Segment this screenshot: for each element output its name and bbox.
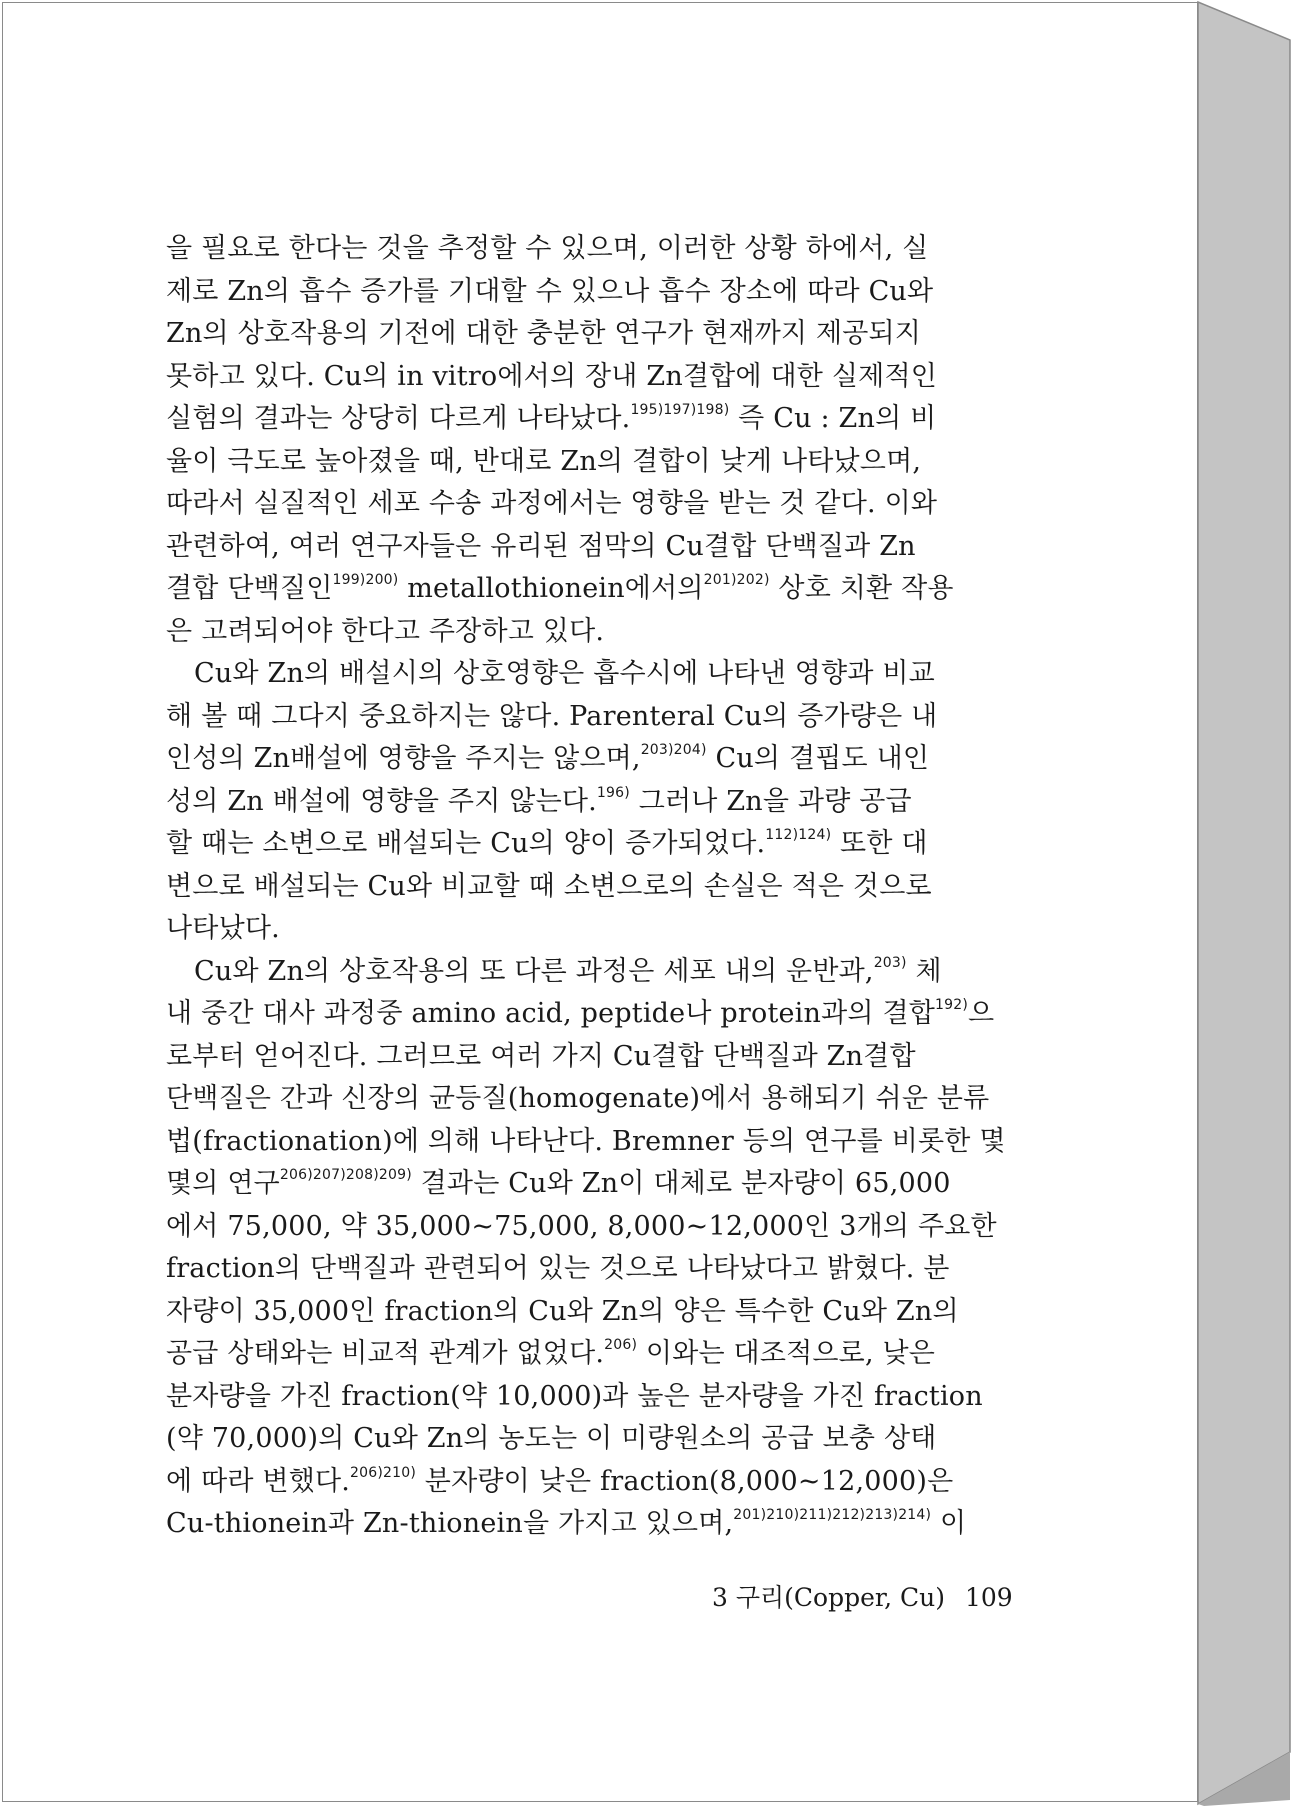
line-text-continued: 분자량이 낮은 fraction(8,000~12,000)은 xyxy=(416,1465,954,1497)
text-line xyxy=(166,823,1038,866)
text-line xyxy=(166,1248,1038,1291)
line-text: 변으로 배설되는 Cu와 비교할 때 소변으로의 손실은 적은 것으로 xyxy=(166,870,932,902)
line-text: 성의 Zn 배설에 영향을 주지 않는다. xyxy=(166,785,597,817)
line-text-continued: 으 xyxy=(968,998,995,1029)
text-line xyxy=(166,356,1038,399)
citation-superscript: 206) xyxy=(604,1337,638,1353)
citation-superscript: 112)124) xyxy=(765,827,832,843)
text-line xyxy=(166,738,1038,781)
line-text: Zn의 상호작용의 기전에 대한 충분한 연구가 현재까지 제공되지 xyxy=(166,318,922,349)
citation-superscript: 199)200) xyxy=(332,572,399,588)
citation-superscript: 192) xyxy=(935,997,969,1013)
line-text: 결합 단백질인 xyxy=(166,573,333,604)
citation-superscript: 206)210) xyxy=(350,1464,417,1481)
line-text: 공급 상태와는 비교적 관계가 없었다. xyxy=(166,1338,605,1369)
line-text: 에서 75,000, 약 35,000~75,000, 8,000~12,000인 3개의 주요한 xyxy=(166,1210,997,1242)
citation-superscript: 201)202) xyxy=(703,572,770,588)
text-line xyxy=(166,1418,1038,1461)
citation-superscript: 203)204) xyxy=(640,742,707,758)
line-text: fraction의 단백질과 관련되어 있는 것으로 나타났다고 밝혔다. 분 xyxy=(166,1253,950,1284)
line-text: 로부터 얻어진다. 그러므로 여러 가지 Cu결합 단백질과 Zn결합 xyxy=(166,1040,916,1072)
line-text-continued: Cu의 결핍도 내인 xyxy=(706,743,930,774)
text-line xyxy=(166,781,1038,824)
line-text-continued: 결과는 Cu와 Zn이 대체로 분자량이 65,000 xyxy=(411,1168,951,1199)
citation-superscript: 203) xyxy=(873,954,907,971)
line-text-continued: 또한 대 xyxy=(831,828,928,859)
line-text: 관련하여, 여러 연구자들은 유리된 점막의 Cu결합 단백질과 Zn xyxy=(166,530,916,562)
text-line xyxy=(166,1503,1038,1546)
line-text: 에 따라 변했다. xyxy=(166,1465,351,1497)
line-text: 을 필요로 한다는 것을 추정할 수 있으며, 이러한 상황 하에서, 실 xyxy=(166,233,929,264)
line-text-continued: 그러나 Zn을 과량 공급 xyxy=(629,785,912,817)
line-text: Cu와 Zn의 상호작용의 또 다른 과정은 세포 내의 운반과, xyxy=(194,955,874,987)
line-text: 법(fractionation)에 의해 나타난다. Bremner 등의 연구를 비롯한 몇 xyxy=(166,1125,1006,1157)
text-line xyxy=(166,1461,1038,1504)
line-text: 할 때는 소변으로 배설되는 Cu의 양이 증가되었다. xyxy=(166,828,766,859)
citation-superscript: 196) xyxy=(596,784,630,801)
line-text-continued: 상호 치환 작용 xyxy=(769,573,954,604)
text-line xyxy=(166,228,1038,271)
line-text: 따라서 실질적인 세포 수송 과정에서는 영향을 받는 것 같다. 이와 xyxy=(166,488,938,519)
line-text: 은 고려되어야 한다고 주장하고 있다. xyxy=(166,615,605,647)
text-line xyxy=(166,1206,1038,1249)
line-text: (약 70,000)의 Cu와 Zn의 농도는 이 미량원소의 공급 보충 상태 xyxy=(166,1423,937,1454)
line-text: 몇의 연구 xyxy=(166,1168,280,1199)
line-text: 제로 Zn의 흡수 증가를 기대할 수 있으나 흡수 장소에 따라 Cu와 xyxy=(166,275,934,307)
line-text: 실험의 결과는 상당히 다르게 나타났다. xyxy=(166,403,631,434)
line-text: 못하고 있다. Cu의 in vitro에서의 장내 Zn결합에 대한 실제적인 xyxy=(166,360,938,392)
text-line xyxy=(166,1036,1038,1079)
line-text-continued: 체 xyxy=(906,955,942,987)
text-line xyxy=(166,696,1038,739)
line-text-continued: 즉 Cu : Zn의 비 xyxy=(729,403,937,434)
line-text: 해 볼 때 그다지 중요하지는 않다. Parenteral Cu의 증가량은 내 xyxy=(166,700,938,732)
text-line xyxy=(166,1078,1038,1121)
line-text: 분자량을 가진 fraction(약 10,000)과 높은 분자량을 가진 fraction xyxy=(166,1380,983,1412)
text-line xyxy=(166,398,1038,441)
line-text: 단백질은 간과 신장의 균등질(homogenate)에서 용해되기 쉬운 분류 xyxy=(166,1083,990,1114)
text-line xyxy=(166,993,1038,1036)
line-text-continued: 이 xyxy=(931,1508,967,1539)
text-line xyxy=(166,866,1038,909)
text-line xyxy=(166,1121,1038,1164)
citation-superscript: 201)210)211)212)213)214) xyxy=(733,1507,932,1523)
line-text: Cu와 Zn의 배설시의 상호영향은 흡수시에 나타낸 영향과 비교 xyxy=(194,658,935,689)
line-text: 나타났다. xyxy=(166,913,280,944)
text-line xyxy=(166,441,1038,484)
line-text: 율이 극도로 높아졌을 때, 반대로 Zn의 결합이 낮게 나타났으며, xyxy=(166,445,922,477)
line-text: 인성의 Zn배설에 영향을 주지는 않으며, xyxy=(166,743,641,774)
text-line xyxy=(166,1333,1038,1376)
spine-face xyxy=(1198,2,1290,1804)
text-line xyxy=(166,1376,1038,1419)
text-line xyxy=(166,1291,1038,1334)
text-line xyxy=(166,1163,1038,1206)
text-line xyxy=(166,483,1038,526)
line-text: 자량이 35,000인 fraction의 Cu와 Zn의 양은 특수한 Cu와 Zn의 xyxy=(166,1295,959,1327)
text-line xyxy=(166,271,1038,314)
page-number: 109 xyxy=(964,1583,1013,1612)
text-line xyxy=(166,653,1038,696)
text-line xyxy=(166,908,1038,951)
body-text xyxy=(166,228,1038,1546)
running-footer-chapter: 3 구리(Copper, Cu) xyxy=(712,1583,945,1612)
text-line xyxy=(166,526,1038,569)
line-text: Cu-thionein과 Zn-thionein을 가지고 있으며, xyxy=(166,1508,734,1539)
citation-superscript: 195)197)198) xyxy=(630,402,730,418)
page-footer xyxy=(712,1578,1052,1614)
text-line xyxy=(166,313,1038,356)
line-text: 내 중간 대사 과정중 amino acid, peptide나 protein과의 결합 xyxy=(166,998,936,1029)
text-line xyxy=(166,951,1038,994)
text-line xyxy=(166,568,1038,611)
citation-superscript: 206)207)208)209) xyxy=(279,1167,412,1183)
line-text-continued: 이와는 대조적으로, 낮은 xyxy=(637,1338,936,1369)
line-text-continued: metallothionein에서의 xyxy=(398,573,704,604)
text-line xyxy=(166,611,1038,654)
